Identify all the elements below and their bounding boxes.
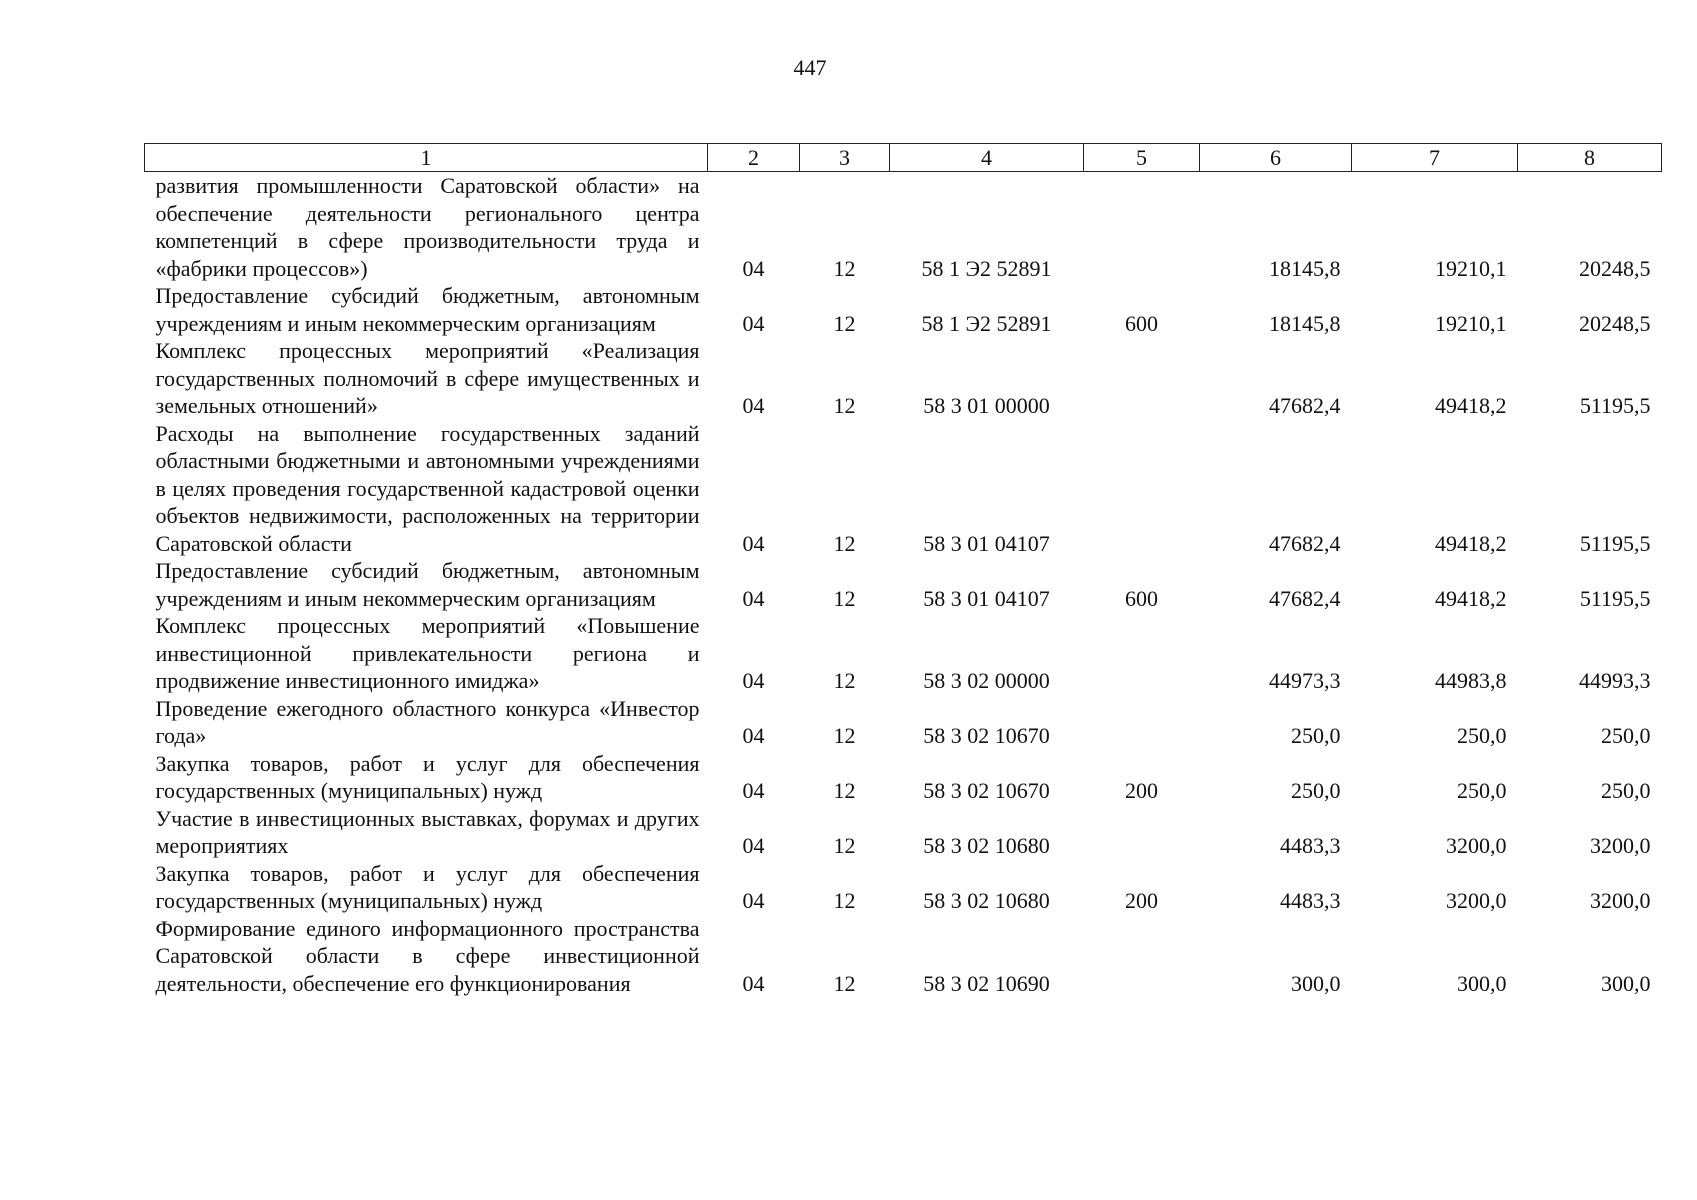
row-amount-year2: 49418,2 — [1435, 585, 1507, 611]
row-expense-type — [1084, 337, 1200, 420]
row-target-article: 58 3 01 04107 — [923, 530, 1050, 556]
column-header-5: 5 — [1084, 144, 1200, 172]
row-amount-year2: 49418,2 — [1435, 393, 1507, 418]
row-subsection: 12 — [833, 778, 856, 803]
row-amount-year1: 44973,3 — [1269, 668, 1341, 693]
row-amount-year3: 44993,3 — [1579, 668, 1651, 693]
row-description: Предоставление субсидий бюджетным, автономным учреждениям и иным некоммерческим организациям — [155, 558, 700, 611]
row-target-article: 58 1 Э2 52891 — [921, 310, 1052, 336]
table-header-row — [145, 144, 1662, 172]
table-row — [145, 420, 1662, 558]
row-section: 04 — [742, 310, 765, 336]
row-amount-year1: 47682,4 — [1269, 585, 1341, 611]
column-header-7: 7 — [1352, 144, 1518, 172]
row-description: Расходы на выполнение государственных заданий областными бюджетными и автономными учреждениями в целях проведения государственной кадастровой оценки объектов недвижимости, расположенных на территории Саратовской области — [155, 420, 700, 556]
table-row — [145, 557, 1662, 612]
row-section: 04 — [742, 833, 765, 858]
row-amount-year3: 250,0 — [1601, 723, 1651, 748]
row-amount-year1: 47682,4 — [1269, 393, 1341, 418]
row-amount-year3: 250,0 — [1601, 778, 1651, 803]
row-section: 04 — [742, 255, 765, 281]
row-expense-type: 200 — [1125, 888, 1158, 913]
budget-table — [144, 143, 1662, 997]
column-header-3: 3 — [800, 144, 890, 172]
row-section: 04 — [742, 970, 765, 996]
row-description: Комплекс процессных мероприятий «Повышение инвестиционной привлекательности региона и продвижение инвестиционного имиджа» — [155, 613, 700, 693]
row-subsection: 12 — [833, 310, 856, 336]
row-amount-year1: 47682,4 — [1269, 530, 1341, 556]
row-expense-type: 600 — [1125, 310, 1158, 336]
row-subsection: 12 — [833, 970, 856, 996]
row-amount-year2: 49418,2 — [1435, 530, 1507, 556]
row-expense-type — [1084, 915, 1200, 998]
row-expense-type: 600 — [1125, 585, 1158, 611]
row-target-article: 58 1 Э2 52891 — [921, 255, 1052, 281]
table-body — [145, 172, 1662, 998]
row-expense-type — [1084, 612, 1200, 695]
column-header-8: 8 — [1518, 144, 1662, 172]
table-row — [145, 612, 1662, 695]
row-description: Проведение ежегодного областного конкурса «Инвестор года» — [155, 695, 700, 748]
table-row — [145, 172, 1662, 283]
row-amount-year2: 19210,1 — [1435, 255, 1507, 281]
table-row — [145, 750, 1662, 805]
row-amount-year1: 18145,8 — [1269, 255, 1341, 281]
row-section: 04 — [742, 723, 765, 748]
row-subsection: 12 — [833, 530, 856, 556]
row-amount-year2: 44983,8 — [1435, 668, 1507, 693]
row-target-article: 58 3 02 10680 — [923, 833, 1050, 858]
row-target-article: 58 3 02 10670 — [923, 723, 1050, 748]
row-description: Комплекс процессных мероприятий «Реализация государственных полномочий в сфере имущественных и земельных отношений» — [155, 338, 700, 418]
row-expense-type — [1084, 420, 1200, 558]
row-amount-year2: 3200,0 — [1446, 833, 1507, 858]
row-amount-year2: 3200,0 — [1446, 888, 1507, 913]
column-header-1: 1 — [145, 144, 708, 172]
table-row — [145, 337, 1662, 420]
table-row — [145, 282, 1662, 337]
row-amount-year2: 250,0 — [1457, 723, 1507, 748]
row-subsection: 12 — [833, 255, 856, 281]
row-target-article: 58 3 02 10690 — [923, 970, 1050, 996]
row-amount-year1: 250,0 — [1291, 778, 1341, 803]
row-description: Формирование единого информационного пространства Саратовской области в сфере инвестиционной деятельности, обеспечение его функционирования — [155, 915, 700, 996]
row-amount-year2: 19210,1 — [1435, 310, 1507, 336]
row-section: 04 — [742, 668, 765, 693]
row-target-article: 58 3 02 10680 — [923, 888, 1050, 913]
row-amount-year3: 20248,5 — [1579, 255, 1651, 281]
row-amount-year3: 51195,5 — [1579, 585, 1651, 611]
row-amount-year2: 250,0 — [1457, 778, 1507, 803]
row-subsection: 12 — [833, 833, 856, 858]
table-row — [145, 695, 1662, 750]
row-amount-year3: 51195,5 — [1579, 530, 1651, 556]
table-header — [145, 144, 1662, 172]
row-subsection: 12 — [833, 668, 856, 693]
row-amount-year2: 300,0 — [1457, 970, 1507, 996]
row-target-article: 58 3 02 00000 — [923, 668, 1050, 693]
column-header-6: 6 — [1200, 144, 1352, 172]
row-description: Закупка товаров, работ и услуг для обеспечения государственных (муниципальных) нужд — [155, 860, 700, 913]
row-subsection: 12 — [833, 393, 856, 418]
column-header-2: 2 — [708, 144, 800, 172]
page-number: 447 — [793, 55, 827, 80]
row-subsection: 12 — [833, 723, 856, 748]
row-amount-year3: 20248,5 — [1579, 310, 1651, 336]
row-expense-type — [1084, 695, 1200, 750]
row-description: развития промышленности Саратовской области» на обеспечение деятельности регионального центра компетенций в сфере производительности труда и «фабрики процессов») — [155, 173, 700, 281]
row-subsection: 12 — [833, 585, 856, 611]
row-amount-year3: 300,0 — [1601, 970, 1651, 996]
row-section: 04 — [742, 888, 765, 913]
row-section: 04 — [742, 393, 765, 418]
row-subsection: 12 — [833, 888, 856, 913]
row-expense-type — [1084, 805, 1200, 860]
row-amount-year1: 18145,8 — [1269, 310, 1341, 336]
column-header-4: 4 — [890, 144, 1084, 172]
row-target-article: 58 3 01 00000 — [923, 393, 1050, 418]
row-target-article: 58 3 02 10670 — [923, 778, 1050, 803]
row-amount-year3: 3200,0 — [1590, 833, 1651, 858]
table-row — [145, 805, 1662, 860]
row-amount-year1: 4483,3 — [1280, 833, 1341, 858]
row-description: Участие в инвестиционных выставках, форумах и других мероприятиях — [155, 805, 700, 858]
row-description: Предоставление субсидий бюджетным, автономным учреждениям и иным некоммерческим организациям — [155, 283, 700, 336]
row-amount-year3: 51195,5 — [1579, 393, 1651, 418]
row-section: 04 — [742, 585, 765, 611]
row-expense-type: 200 — [1125, 778, 1158, 803]
row-amount-year1: 4483,3 — [1280, 888, 1341, 913]
row-amount-year1: 250,0 — [1291, 723, 1341, 748]
row-amount-year1: 300,0 — [1291, 970, 1341, 996]
row-section: 04 — [742, 778, 765, 803]
row-target-article: 58 3 01 04107 — [923, 585, 1050, 611]
table-row — [145, 915, 1662, 998]
table-row — [145, 860, 1662, 915]
row-expense-type — [1084, 172, 1200, 283]
row-description: Закупка товаров, работ и услуг для обеспечения государственных (муниципальных) нужд — [155, 750, 700, 803]
row-amount-year3: 3200,0 — [1590, 888, 1651, 913]
row-section: 04 — [742, 530, 765, 556]
